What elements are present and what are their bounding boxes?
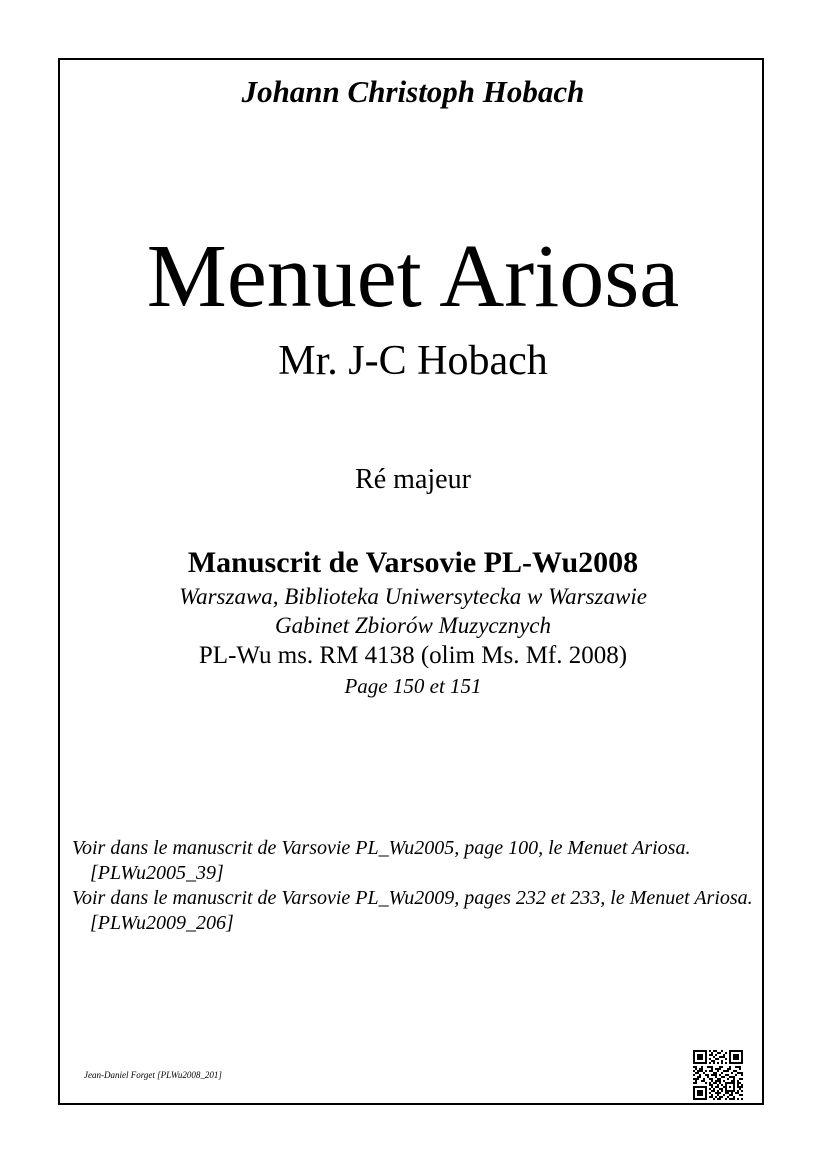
- shelfmark: PL-Wu ms. RM 4138 (olim Ms. Mf. 2008): [198, 642, 628, 669]
- piece-title: Menuet Ariosa: [146, 227, 680, 326]
- qr-code-icon: [693, 1050, 743, 1100]
- footer-credit: Jean-Daniel Forget [PLWu2008_201]: [84, 1070, 222, 1080]
- page-reference: Page 150 et 151: [344, 674, 482, 698]
- cross-reference-notes: [72, 836, 762, 936]
- composer-name: Johann Christoph Hobach: [241, 74, 585, 109]
- library-department: Gabinet Zbiorów Muzycznych: [275, 613, 551, 638]
- piece-subtitle: Mr. J-C Hobach: [278, 338, 548, 384]
- source-block: [0, 544, 826, 700]
- manuscript-title: Manuscrit de Varsovie PL-Wu2008: [187, 546, 639, 579]
- note-item: Voir dans le manuscrit de Varsovie PL_Wu2009, pages 232 et 233, le Menuet Ariosa. [PLWu2009_206]: [72, 887, 753, 934]
- library-name: Warszawa, Biblioteka Uniwersytecka w Warszawie: [179, 584, 647, 609]
- note-item: Voir dans le manuscrit de Varsovie PL_Wu2005, page 100, le Menuet Ariosa. [PLWu2005_39]: [72, 837, 691, 884]
- key-signature: Ré majeur: [355, 464, 471, 495]
